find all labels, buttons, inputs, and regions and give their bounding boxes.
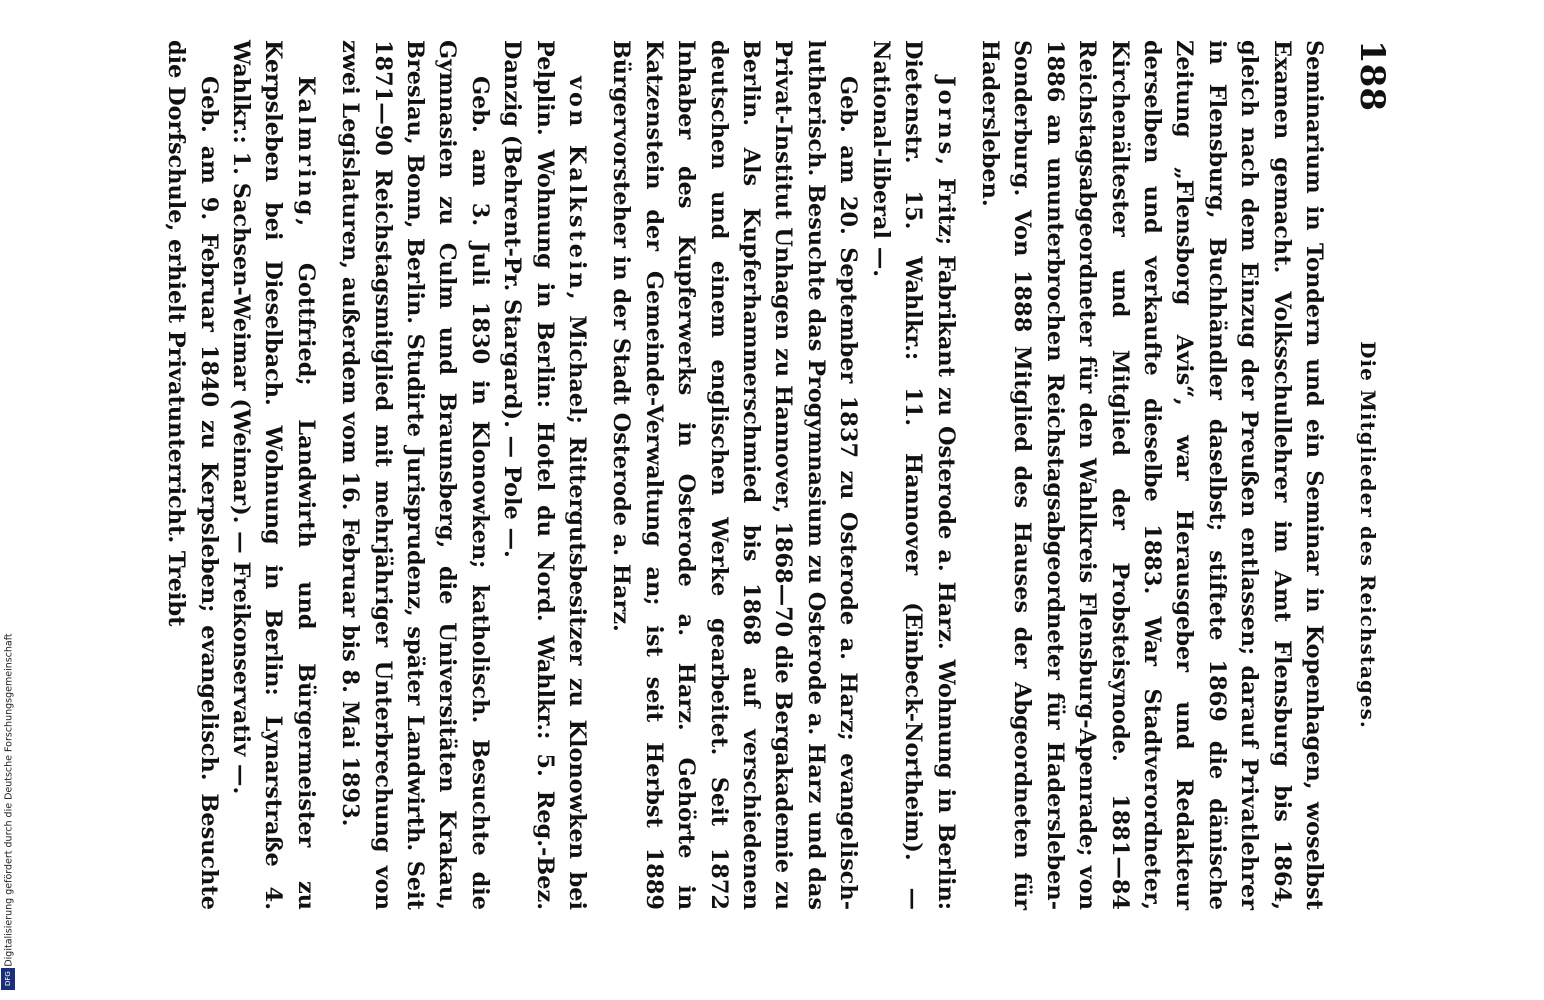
- member-details: Michael; Rittergutsbesitzer zu Klonowken bei Pelplin. Wohnung in Berlin: Hotel du Nord. Wahlkr.: 5. Reg.-Bez. Danzig (Behrent-Pr. Stargard). — Pole —.: [499, 40, 591, 911]
- dfg-logo: DFG: [1, 968, 15, 990]
- entry-biography: Geb. am 9. Februar 1840 zu Kerpsleben; evangelisch. Besuchte die Dorfschule, erhielt Privatunterricht. Treibt: [163, 40, 222, 910]
- entry-kalkstein: [334, 40, 593, 910]
- entry-continuation: [974, 40, 1330, 910]
- entry-biography: Geb. am 3. Juli 1830 in Klonowken; katholisch. Besuchte die Gymnasien zu Culm und Braunsberg, die Universitäten Krakau, Breslau, Bonn, Berlin. Studirte Jurisprudenz, später Landwirth. Seit 1871—90 Reichstagsmitglied mit mehrjähriger Unterbrechung von zwei Legislaturen, außerdem vom 16. Februar bis 8. Mai 1893.: [337, 40, 493, 910]
- member-name: von Kalkstein,: [564, 76, 591, 303]
- member-details: Fritz; Fabrikant zu Osterode a. Harz. Wohnung in Berlin: Dietenstr. 15. Wahlkr.: 11. Hannover (Einbeck-Northeim). — National-liberal —.: [867, 40, 959, 910]
- entry-heading: [496, 40, 593, 910]
- member-name: Jorns,: [932, 76, 959, 169]
- entry-paragraph: Seminarium in Tondern und ein Seminar in Kopenhagen, woselbst Examen gemacht. Volksschullehrer im Amt Flensburg bis 1864, gleich nach dem Einzug der Preußen entlassen; darauf Privatlehrer in Flensburg, Buchhändler daselbst; stiftete 1869 die dänische Zeitung „Flensborg Avis“, war Herausgeber und Redakteur derselben und verkaufte dieselbe 1883. War Stadtverordneter, Kirchenältester und Mitglied der Probsteisynode. 1881—84 Reichstagsabgeordneter für den Wahlkreis Flensburg-Apenrade; von 1886 an ununterbrochen Reichstagsabgeordneter für Hadersleben-Sonderburg. Von 1888 Mitglied des Hauses der Abgeordneten für Hadersleben.: [976, 40, 1327, 910]
- entry-biography: Geb. am 20. September 1837 zu Osterode a. Harz; evangelisch-lutherisch. Besuchte das Progymnasium zu Osterode a. Harz und das Privat-Institut Unhagen zu Hannover, 1868—70 die Bergakademie zu Berlin. Als Kupferhammerschmied bis 1868 auf verschiedenen deutschen und einem englischen Werke gearbeitet. Seit 1872 Inhaber des Kupferwerks in Osterode a. Harz. Gehörte in Katzenstein der Gemeinde-Verwaltung an; ist seit Herbst 1889 Bürgervorsteher in der Stadt Osterode a. Harz.: [608, 40, 862, 910]
- entry-heading: [864, 40, 961, 910]
- entry-jorns: [605, 40, 961, 910]
- entry-heading: [225, 40, 322, 910]
- entry-kalmring: [160, 40, 322, 910]
- running-title: Die Mitglieder des Reichstages.: [1356, 341, 1380, 729]
- member-details: Gottfried; Landwirth und Bürgermeister zu Kerpsleben bei Dieselbach. Wohnung in Berlin: Lynarstraße 4. Wahlkr.: 1. Sachsen-Weimar (Weimar). — Freikonservativ —.: [228, 40, 319, 910]
- funding-credit-text: Digitalisierung gefördert durch die Deutsche Forschungsgemeinschaft: [3, 633, 15, 967]
- member-name: Kalmring,: [292, 76, 319, 230]
- page-header: [1330, 40, 1392, 910]
- page-number: 188: [1352, 40, 1392, 111]
